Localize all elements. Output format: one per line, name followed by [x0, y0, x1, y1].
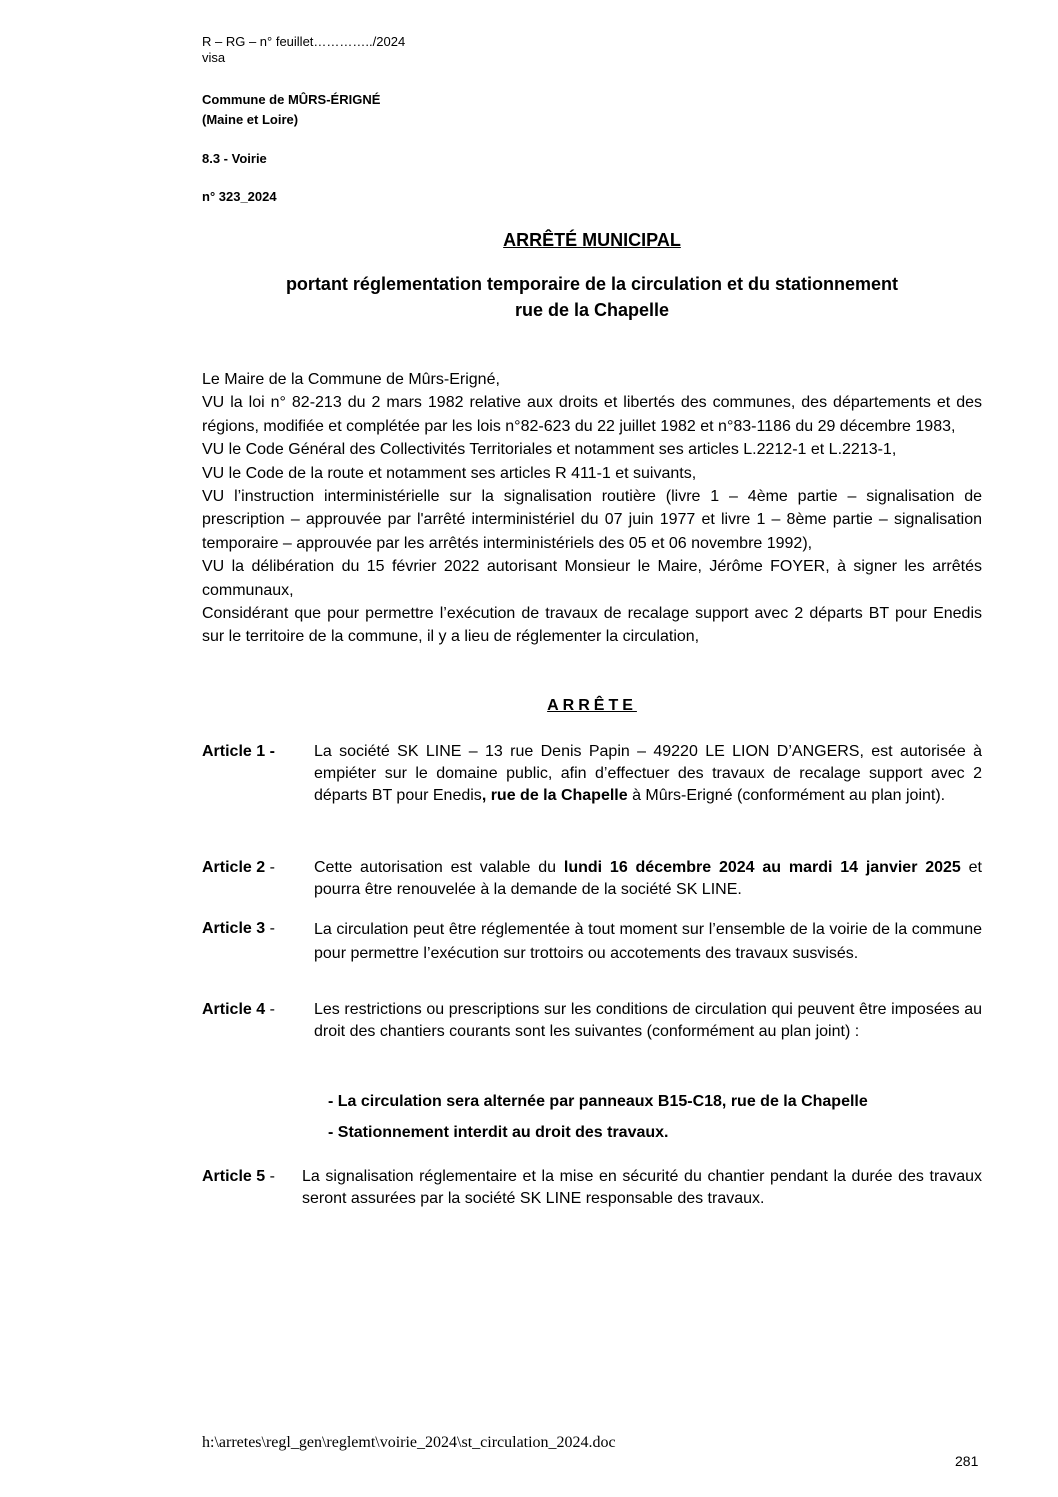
article-dash: -	[265, 920, 275, 937]
reference-line: R – RG – n° feuillet…………../2024	[202, 34, 406, 49]
article-label	[202, 1168, 275, 1186]
article-5-label: Article 5	[202, 1168, 266, 1185]
preamble-paragraph: VU l’instruction interministérielle sur la signalisation routière (livre 1 – 4ème partie – signalisation de prescription – approuvée par l'arrêté interministériel du 07 juin 1977 et livre 1 – 8ème partie – signalisation temporaire – approuvée par les arrêtés interministériels des 05 et 06 novembre 1992),	[202, 488, 982, 552]
article-text-part: La société SK LINE – 13 rue Denis Papin – 49220 LE LION D’ANGERS, est autorisée à empiéter sur le domaine public, afin d’effectuer des travaux de recalage support avec 2 départs BT pour Enedis	[314, 743, 982, 804]
decree-number: n° 323_2024	[202, 189, 277, 204]
commune-name: Commune de MÛRS-ÉRIGNÉ	[202, 92, 381, 107]
article-1-label: Article 1 -	[202, 743, 275, 760]
article-3-label: Article 3	[202, 920, 266, 937]
preamble-paragraph: VU le Code de la route et notamment ses articles R 411-1 et suivants,	[202, 464, 697, 482]
article-4-text: Les restrictions ou prescriptions sur les conditions de circulation qui peuvent être imposées au droit des chantiers courants sont les suivantes (conformément au plan joint) :	[314, 1001, 982, 1040]
category-label: 8.3 - Voirie	[202, 151, 267, 166]
article-5-text: La signalisation réglementaire et la mise en sécurité du chantier pendant la durée des travaux seront assurées par la société SK LINE responsable des travaux.	[302, 1168, 982, 1207]
preamble-paragraph: Considérant que pour permettre l’exécution de travaux de recalage support avec 2 départs BT pour Enedis sur le territoire de la commune, il y a lieu de réglementer la circulation,	[202, 605, 982, 646]
article-text-part: à Mûrs-Erigné (conformément au plan joint).	[627, 787, 946, 804]
subtitle-line-2: rue de la Chapelle	[514, 300, 670, 320]
article-3-text: La circulation peut être réglementée à tout moment sur l’ensemble de la voirie de la commune pour permettre l’exécution sur trottoirs ou accotements des travaux susvisés.	[314, 921, 982, 962]
subtitle-line-1: portant réglementation temporaire de la circulation et du stationnement	[285, 274, 899, 294]
department-name: (Maine et Loire)	[202, 112, 299, 127]
page-number: 281	[955, 1453, 979, 1469]
article-label	[202, 859, 275, 877]
visa-label: visa	[202, 50, 226, 65]
article-bold-part: , rue de la Chapelle	[481, 787, 628, 804]
preamble-paragraph: VU la loi n° 82-213 du 2 mars 1982 relative aux droits et libertés des communes, des départements et des régions, modifiée et complétée par les lois n°82-623 du 22 juillet 1982 et n°83-1186 du 29 décembre 1983,	[202, 394, 982, 435]
article-dash: -	[265, 1001, 275, 1018]
article-label	[202, 743, 275, 761]
article-4-bullet: - La circulation sera alternée par panneaux B15-C18, rue de la Chapelle	[328, 1093, 868, 1110]
article-dash: -	[265, 859, 275, 876]
article-bold-part: lundi 16 décembre 2024 au mardi 14 janvier 2025	[563, 859, 961, 876]
preamble-paragraph: VU la délibération du 15 février 2022 autorisant Monsieur le Maire, Jérôme FOYER, à signer les arrêtés communaux,	[202, 558, 982, 599]
article-4-label: Article 4	[202, 1001, 266, 1018]
page-title: ARRÊTÉ MUNICIPAL	[503, 230, 681, 250]
article-4-bullet: - Stationnement interdit au droit des travaux.	[328, 1124, 669, 1141]
preamble-paragraph: Le Maire de la Commune de Mûrs-Erigné,	[202, 371, 500, 388]
article-label	[202, 1001, 275, 1019]
article-text-part: Cette autorisation est valable du	[314, 859, 564, 876]
preamble-paragraph: VU le Code Général des Collectivités Territoriales et notamment ses articles L.2212-1 et L.2213-1,	[202, 441, 897, 459]
article-label	[202, 920, 275, 938]
preamble	[202, 368, 982, 649]
article-dash: -	[265, 1168, 275, 1185]
article-2-label: Article 2	[202, 859, 266, 876]
file-path: h:\arretes\regl_gen\reglemt\voirie_2024\st_circulation_2024.doc	[202, 1434, 616, 1451]
decision-heading: ARRÊTE	[547, 697, 637, 714]
article-2-text	[314, 857, 982, 901]
article-text-part: et pourra être renouvelée à la demande de la société SK LINE.	[314, 859, 983, 898]
article-1-text	[314, 741, 982, 807]
